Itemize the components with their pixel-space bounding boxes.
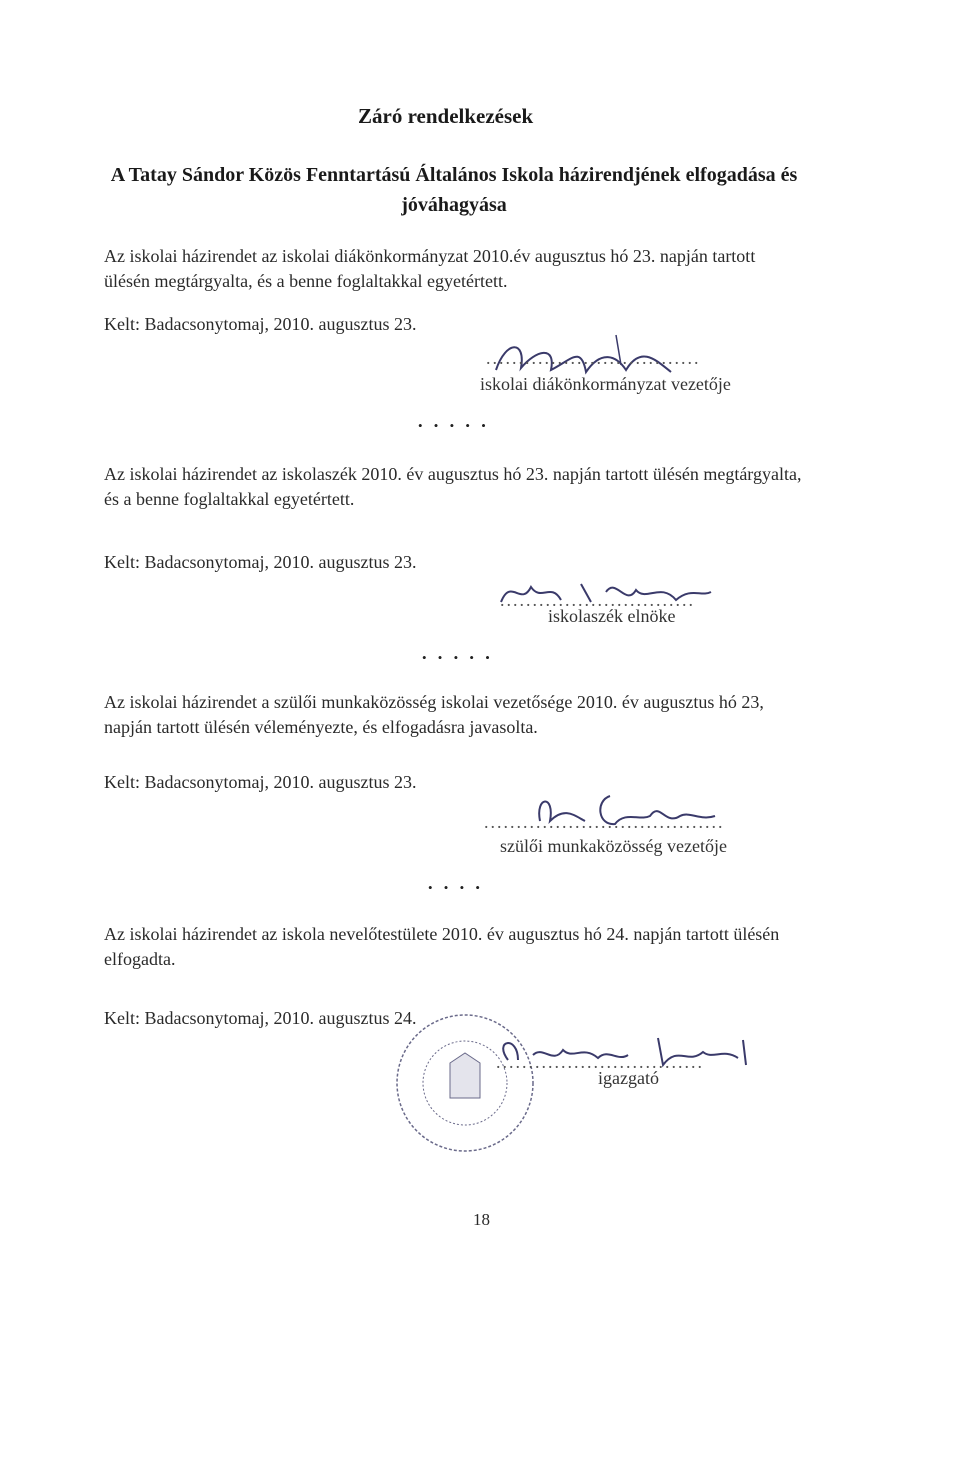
section-1-role: iskolai diákönkormányzat vezetője [480,374,731,394]
section-3-kelt: Kelt: Badacsonytomaj, 2010. augusztus 23. [104,772,417,792]
document-title: Záró rendelkezések [358,104,534,128]
section-3-separator: • • • • [428,880,484,895]
signature-line-3: ..................................... [484,812,725,832]
section-1-kelt: Kelt: Badacsonytomaj, 2010. augusztus 23. [104,314,417,334]
section-3-role: szülői munkaközösség vezetője [500,836,727,856]
section-1-separator: • • • • • [418,418,490,433]
section-2-paragraph: Az iskolai házirendet az iskolaszék 2010. év augusztus hó 23. napján tartott ülésén megtárgyalta, és a benne foglaltakkal egyetértett. [104,464,802,509]
section-2-role: iskolaszék elnöke [548,606,676,626]
section-3-paragraph: Az iskolai házirendet a szülői munkaközösség iskolai vezetősége 2010. év augusztus hó 23, napján tartott ülésén véleményezte, és elfogadásra javasolta. [104,692,764,737]
signature-line-2: .............................. [500,590,695,610]
section-4-paragraph: Az iskolai házirendet az iskola nevelőtestülete 2010. év augusztus hó 24. napján tartott ülésén elfogadta. [104,924,780,969]
signature-line-4: ................................ [496,1052,704,1072]
signature-line-1: ................................. [486,348,701,368]
document-subtitle: A Tatay Sándor Közös Fenntartású Általános Iskola házirendjének elfogadása és jóváhagyása [110,164,798,216]
section-2-kelt: Kelt: Badacsonytomaj, 2010. augusztus 23. [104,552,417,572]
section-2-separator: • • • • • [422,650,494,665]
page-number: 18 [473,1210,490,1229]
section-1-paragraph: Az iskolai házirendet az iskolai diákönkormányzat 2010.év augusztus hó 23. napján tartott ülésén megtárgyalta, és a benne foglaltakkal egyetértett. [104,246,756,291]
section-4-kelt: Kelt: Badacsonytomaj, 2010. augusztus 24. [104,1008,417,1028]
section-4-role: igazgató [598,1068,659,1088]
